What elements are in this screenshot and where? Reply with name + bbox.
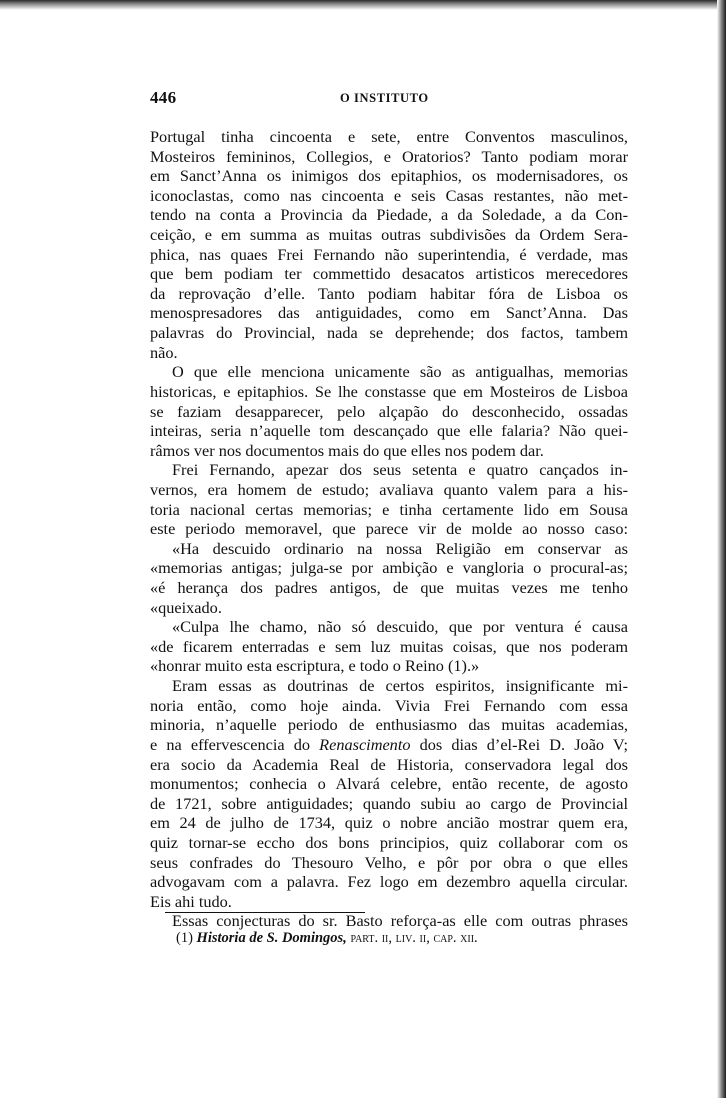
text-line: râmos ver nos documentos mais do que elles nos podem dar. — [150, 440, 544, 460]
text-line: Mosteiros femininos, Collegios, e Oratorios? Tanto podiam morar — [150, 146, 628, 166]
text-line: da reprovação d’elle. Tanto podiam habitar fóra de Lisboa os — [150, 283, 628, 303]
text-line: «de ficarem enterradas e sem luz muitas coisas, que nos poderam — [150, 636, 628, 656]
text-line: ceição, e em summa as muitas outras subdivisões da Ordem Sera- — [150, 225, 628, 245]
text-line: Eram essas as doutrinas de certos espiritos, insignificante mi- — [172, 676, 628, 696]
text-line: historicas, e epitaphios. Se lhe constasse que em Mosteiros de Lisboa — [150, 381, 628, 401]
text-line: Frei Fernando, apezar dos seus setenta e quatro cançados in- — [172, 460, 628, 480]
text-line: «é herança dos padres antigos, de que muitas vezes me tenho — [150, 578, 628, 598]
text-line: este periodo memoravel, que parece vir de molde ao nosso caso: — [150, 519, 628, 539]
footnote-title: Historia de S. Domingos, — [196, 930, 347, 946]
text-line: «queixado. — [150, 597, 222, 617]
text-line: minoria, n’aquelle periodo de enthusiasmo das muitas academias, — [150, 715, 628, 735]
text-line: seus confrades do Thesouro Velho, e pôr por obra o que elles — [150, 852, 628, 872]
text-line: O que elle menciona unicamente são as antigualhas, memorias — [172, 362, 628, 382]
text-line: «Ha descuido ordinario na nossa Religião em conservar as — [172, 538, 628, 558]
text-line: Eis ahi tudo. — [150, 891, 232, 911]
text-line: em Sanct’Anna os inimigos dos epitaphios, os modernisadores, os — [150, 166, 628, 186]
footnote-reference: part. ii, liv. ii, cap. xii. — [350, 930, 478, 946]
text-line: não. — [150, 342, 178, 362]
text-line: monumentos; conhecia o Alvará celebre, então recente, de agosto — [150, 774, 628, 794]
page-number: 446 — [150, 88, 177, 107]
page-header — [150, 88, 628, 112]
text-line: noria então, como hoje ainda. Vivia Frei Fernando com essa — [150, 695, 628, 715]
text-line: «honrar muito esta escriptura, e todo o Reino (1).» — [150, 656, 480, 676]
body-text — [150, 127, 628, 931]
text-line: de 1721, sobre antiguidades; quando subiu ao cargo de Provincial — [150, 793, 628, 813]
footnote — [176, 930, 478, 947]
text-line: iconoclastas, como nas cincoenta e seis Casas restantes, não met- — [150, 185, 628, 205]
text-line: se faziam desapparecer, pelo alçapão do desconhecido, ossadas — [150, 401, 628, 421]
text-line: em 24 de julho de 1734, quiz o nobre ancião mostrar quem era, — [150, 813, 628, 833]
text-line: tendo na conta a Provincia da Piedade, a da Soledade, a da Con- — [150, 205, 628, 225]
text-line: «memorias antigas; julga-se por ambição e vangloria o procural-as; — [150, 558, 628, 578]
text-line: e na effervescencia do Renascimento dos dias d’el-Rei D. João V; — [150, 734, 628, 754]
text-line: inteiras, seria n’aquelle tom descançado que elle falaria? Não quei- — [150, 421, 628, 441]
text-line: «Culpa lhe chamo, não só descuido, que por ventura é causa — [172, 617, 628, 637]
text-line: quiz tornar-se eccho dos bons principios, quiz collaborar com os — [150, 832, 628, 852]
footnote-marker: (1) — [176, 930, 193, 946]
text-line: era socio da Academia Real de Historia, conservadora legal dos — [150, 754, 628, 774]
footnote-divider — [165, 912, 365, 913]
page-right-shadow — [717, 0, 726, 1098]
text-line: Portugal tinha cincoenta e sete, entre Conventos masculinos, — [150, 127, 628, 146]
text-line: menospresadores das antiguidades, como em Sanct’Anna. Das — [150, 303, 628, 323]
italic-term: Renascimento — [319, 734, 411, 754]
text-line: palavras do Provincial, nada se deprehende; dos factos, tambem — [150, 323, 628, 343]
text-line: toria nacional certas memorias; e tinha certamente lido em Sousa — [150, 499, 628, 519]
text-line: Essas conjecturas do sr. Basto reforça-as elle com outras phrases — [172, 911, 628, 931]
page-top-shadow — [0, 0, 726, 10]
text-line: advogavam com a palavra. Fez logo em dezembro aquella circular. — [150, 872, 628, 892]
text-line: vernos, era homem de estudo; avaliava quanto valem para a his- — [150, 479, 628, 499]
text-line: phica, nas quaes Frei Fernando não superintendia, é verdade, mas — [150, 244, 628, 264]
running-title: O INSTITUTO — [340, 91, 429, 105]
text-line: que bem podiam ter commettido desacatos artisticos merecedores — [150, 264, 628, 284]
